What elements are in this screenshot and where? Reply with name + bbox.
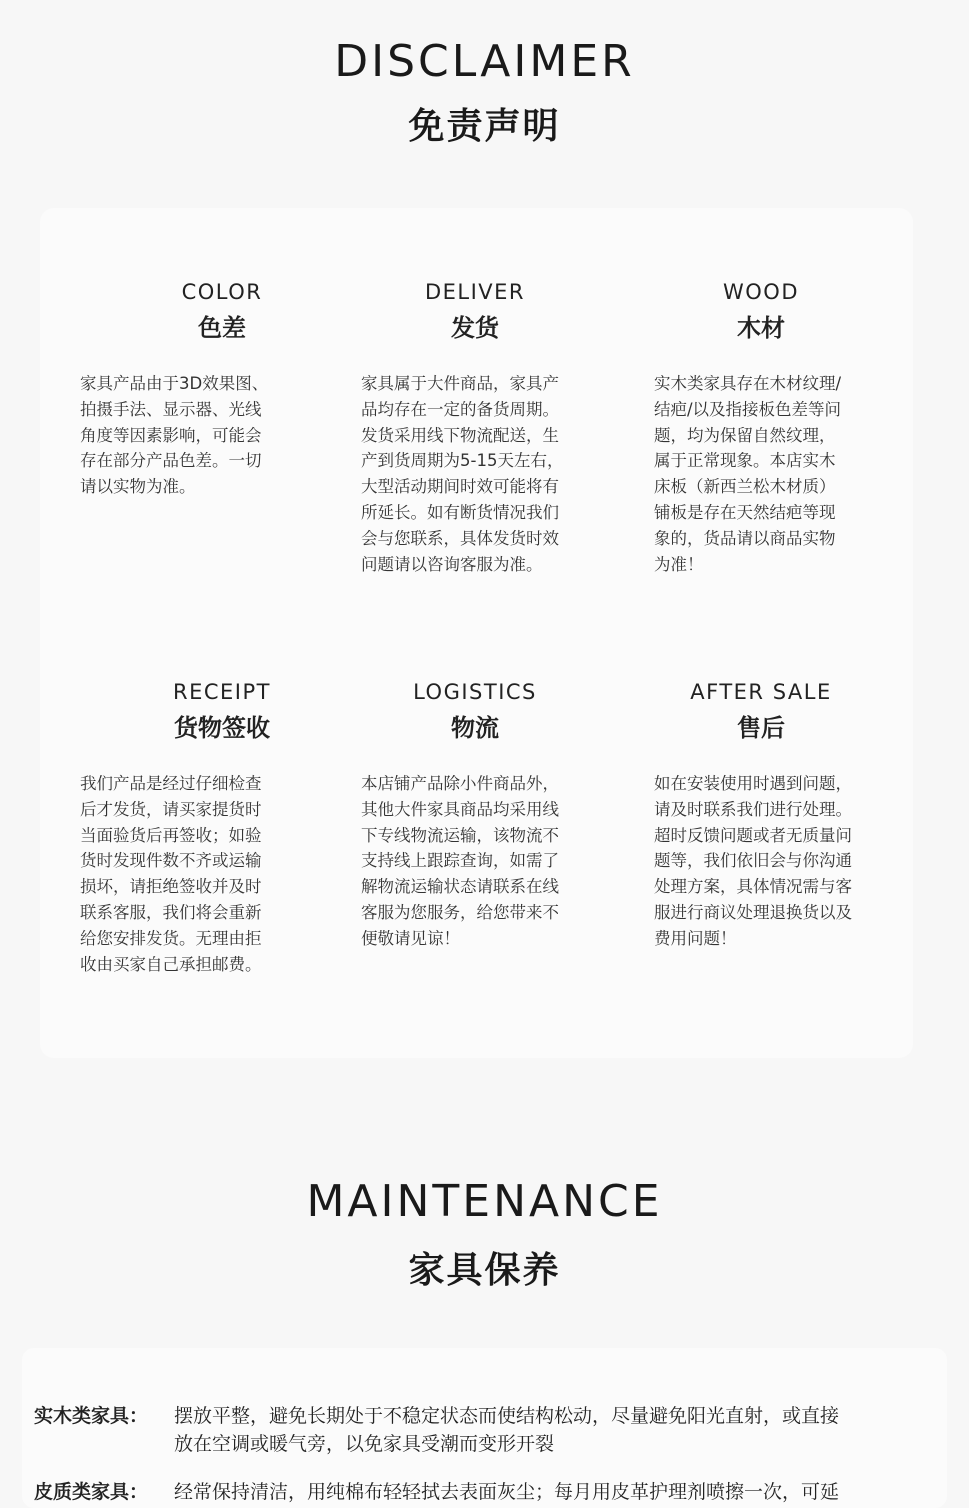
item-text: 我们产品是经过仔细检查 后才发货，请买家提货时 当面验货后再签收；如验 货时发现件数不齐或运输 损坏，请拒绝签收并及时 联系客服，我们将会重新 给您安排发货。无理由拒 收由买家自己承担邮费。 bbox=[80, 774, 262, 974]
maintenance-card bbox=[22, 1348, 947, 1508]
maintenance-row-label: 皮质类家具： bbox=[34, 1481, 149, 1503]
maintenance-row-text: 经常保持清洁，用纯棉布轻轻拭去表面灰尘；每月用皮革护理剂喷擦一次，可延 bbox=[174, 1481, 840, 1503]
item-title-zh: 售后 bbox=[737, 714, 785, 742]
disclaimer-item-color bbox=[80, 280, 320, 500]
item-title-en: COLOR bbox=[181, 280, 263, 304]
item-title-zh: 色差 bbox=[198, 314, 246, 342]
item-title-en: LOGISTICS bbox=[413, 680, 537, 704]
item-title-en: AFTER SALE bbox=[690, 680, 832, 704]
disclaimer-title-zh: 免责声明 bbox=[408, 106, 561, 147]
item-text: 家具属于大件商品，家具产 品均存在一定的备货周期。 发货采用线下物流配送，生 产到货周期为5-15天左右， 大型活动期间时效可能将有 所延长。如有断货情况我们 会与您联系，具体发货时效 问题请以咨询客服为准。 bbox=[361, 374, 564, 574]
item-text: 如在安装使用时遇到问题， 请及时联系我们进行处理。 超时反馈问题或者无质量问 题等，我们依旧会与你沟通 处理方案，具体情况需与客 服进行商议处理退换货以及 费用问题！ bbox=[654, 774, 852, 948]
disclaimer-title-en: DISCLAIMER bbox=[334, 36, 635, 87]
maintenance-title-zh: 家具保养 bbox=[408, 1250, 561, 1291]
item-title-zh: 木材 bbox=[737, 314, 785, 342]
disclaimer-item-logistics bbox=[361, 680, 601, 952]
disclaimer-card bbox=[40, 208, 913, 1058]
item-text: 实木类家具存在木材纹理/ 结疤/以及指接板色差等问 题，均为保留自然纹理， 属于正常现象。本店实木 床板（新西兰松木材质） 铺板是存在天然结疤等现 象的，货品请以商品实物 为准！ bbox=[654, 374, 842, 574]
item-text: 家具产品由于3D效果图、 拍摄手法、显示器、光线 角度等因素影响，可能会 存在部分产品色差。一切 请以实物为准。 bbox=[80, 374, 269, 497]
disclaimer-item-receipt bbox=[80, 680, 320, 977]
item-title-en: DELIVER bbox=[424, 280, 526, 304]
item-title-en: RECEIPT bbox=[173, 680, 271, 704]
disclaimer-item-after-sale bbox=[654, 680, 894, 952]
maintenance-title-en: MAINTENANCE bbox=[306, 1176, 663, 1227]
maintenance-row-label: 实木类家具： bbox=[34, 1405, 149, 1427]
item-title-zh: 物流 bbox=[451, 714, 499, 742]
item-text: 本店铺产品除小件商品外， 其他大件家具商品均采用线 下专线物流运输，该物流不 支持线上跟踪查询，如需了 解物流运输状态请联系在线 客服为您服务，给您带来不 便敬请见谅！ bbox=[361, 774, 559, 948]
item-title-zh: 货物签收 bbox=[174, 714, 270, 742]
item-title-en: WOOD bbox=[723, 280, 799, 304]
disclaimer-item-deliver bbox=[361, 280, 601, 577]
disclaimer-item-wood bbox=[654, 280, 894, 577]
item-title-zh: 发货 bbox=[451, 314, 499, 342]
maintenance-row-text: 摆放平整，避免长期处于不稳定状态而使结构松动，尽量避免阳光直射，或直接 放在空调或暖气旁，以免家具受潮而变形开裂 bbox=[174, 1405, 840, 1455]
